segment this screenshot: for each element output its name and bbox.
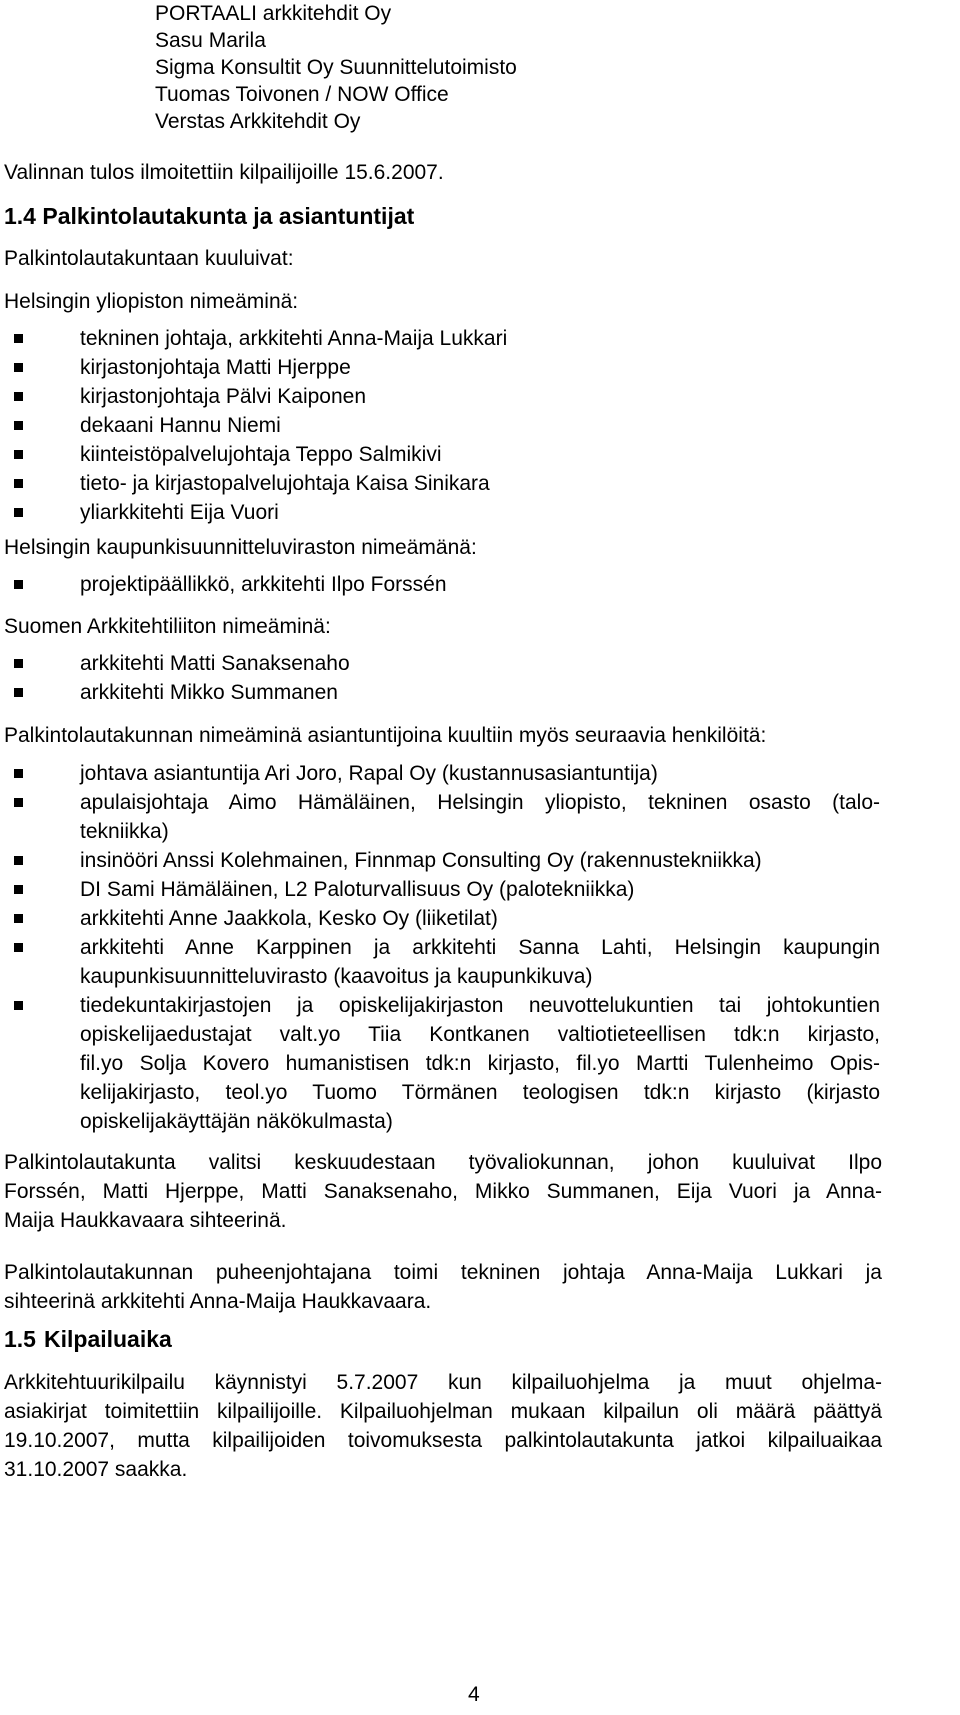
bullet-icon [14, 450, 23, 459]
competitor-item: Verstas Arkkitehdit Oy [155, 110, 361, 133]
list-item: apulaisjohtaja Aimo Hämäläinen, Helsingin yliopisto, tekninen osasto (talo- tekniikka) [0, 788, 880, 846]
list-item: tekninen johtaja, arkkitehti Anna-Maija Lukkari [0, 324, 507, 353]
list-item: dekaani Hannu Niemi [0, 411, 507, 440]
result-notice: Valinnan tulos ilmoitettiin kilpailijoille 15.6.2007. [4, 161, 444, 184]
list-item: projektipäällikkö, arkkitehti Ilpo Forssén [0, 570, 447, 599]
section-number: 1.4 [4, 203, 36, 229]
list-item: tiedekuntakirjastojen ja opiskelijakirjaston neuvottelukuntien tai johtokuntien opiskelijaedustajat valt.yo Tiia Kontkanen valtiotieteellisen tdk:n kirjasto, fil.yo Solja Kovero humanistisen tdk:n kirjasto, fil.yo Martti Tulenheimo Opis- kelijakirjasto, teol.yo Tuomo Törmänen teologisen tdk:n kirjasto (kirjasto opiskelijakäyttäjän näkökulmasta) [0, 991, 880, 1136]
list-item: arkkitehti Anne Karppinen ja arkkitehti Sanna Lahti, Helsingin kaupungin kaupunkisuunnitteluvirasto (kaavoitus ja kaupunkikuva) [0, 933, 880, 991]
bullet-icon [14, 363, 23, 372]
list-item: arkkitehti Mikko Summanen [0, 678, 350, 707]
list-item: DI Sami Hämäläinen, L2 Paloturvallisuus Oy (palotekniikka) [0, 875, 880, 904]
section-heading-1-4 [4, 202, 414, 231]
bullet-icon [14, 943, 23, 952]
bullet-icon [14, 421, 23, 430]
bullet-icon [14, 508, 23, 517]
expert-list [0, 759, 880, 1136]
jury-intro: Palkintolautakuntaan kuuluivat: [4, 247, 294, 270]
list-item: johtava asiantuntija Ari Joro, Rapal Oy (kustannusasiantuntija) [0, 759, 880, 788]
list-item: insinööri Anssi Kolehmainen, Finnmap Consulting Oy (rakennustekniikka) [0, 846, 880, 875]
bullet-icon [14, 392, 23, 401]
bullet-icon [14, 659, 23, 668]
section-heading-1-5 [4, 1325, 172, 1354]
list-item: kirjastonjohtaja Pälvi Kaiponen [0, 382, 507, 411]
uni-heading: Helsingin yliopiston nimeäminä: [4, 290, 299, 313]
experts-heading: Palkintolautakunnan nimeäminä asiantuntijoina kuultiin myös seuraavia henkilöitä: [4, 724, 767, 747]
bullet-icon [14, 885, 23, 894]
list-item: kiinteistöpalvelujohtaja Teppo Salmikivi [0, 440, 507, 469]
competitor-item: Sigma Konsultit Oy Suunnittelutoimisto [155, 56, 517, 79]
city-member-list [0, 570, 447, 599]
city-heading: Helsingin kaupunkisuunnitteluviraston nimeämänä: [4, 536, 477, 559]
list-item: yliarkkitehti Eija Vuori [0, 498, 507, 527]
bullet-icon [14, 914, 23, 923]
competition-time-paragraph: Arkkitehtuurikilpailu käynnistyi 5.7.2007 kun kilpailuohjelma ja muut ohjelma- asiakirjat toimitettiin kilpailijoille. Kilpailuohjelman mukaan kilpailun oli määrä päättyä 19.10.2007, mutta kilpailijoiden toivomuksesta palkintolautakunta jatkoi kilpailuaikaa 31.10.2007 saakka. [4, 1371, 882, 1481]
list-item: kirjastonjohtaja Matti Hjerppe [0, 353, 507, 382]
competitor-item: PORTAALI arkkitehdit Oy [155, 2, 392, 25]
bullet-icon [14, 479, 23, 488]
bullet-icon [14, 798, 23, 807]
bullet-icon [14, 334, 23, 343]
competitor-item: Sasu Marila [155, 29, 266, 52]
bullet-icon [14, 856, 23, 865]
list-item: tieto- ja kirjastopalvelujohtaja Kaisa Sinikara [0, 469, 507, 498]
bullet-icon [14, 769, 23, 778]
bullet-icon [14, 1001, 23, 1010]
competitor-list [155, 0, 517, 135]
section-title: Kilpailuaika [44, 1326, 172, 1352]
uni-member-list [0, 324, 507, 527]
chair-paragraph: Palkintolautakunnan puheenjohtajana toimi tekninen johtaja Anna-Maija Lukkari ja sihteerinä arkkitehti Anna-Maija Haukkavaara. [4, 1261, 882, 1313]
list-item: arkkitehti Matti Sanaksenaho [0, 649, 350, 678]
safa-heading: Suomen Arkkitehtiliiton nimeäminä: [4, 615, 331, 638]
list-item: arkkitehti Anne Jaakkola, Kesko Oy (liiketilat) [0, 904, 880, 933]
section-number: 1.5 [4, 1326, 36, 1352]
bullet-icon [14, 688, 23, 697]
bullet-icon [14, 580, 23, 589]
safa-member-list [0, 649, 350, 707]
page-number: 4 [468, 1683, 480, 1706]
competitor-item: Tuomas Toivonen / NOW Office [155, 83, 449, 106]
working-committee-paragraph: Palkintolautakunta valitsi keskuudestaan työvaliokunnan, johon kuuluivat Ilpo Forssén, Matti Hjerppe, Matti Sanaksenaho, Mikko Summanen, Eija Vuori ja Anna- Maija Haukkavaara sihteerinä. [4, 1151, 882, 1232]
section-title: Palkintolautakunta ja asiantuntijat [42, 203, 415, 229]
